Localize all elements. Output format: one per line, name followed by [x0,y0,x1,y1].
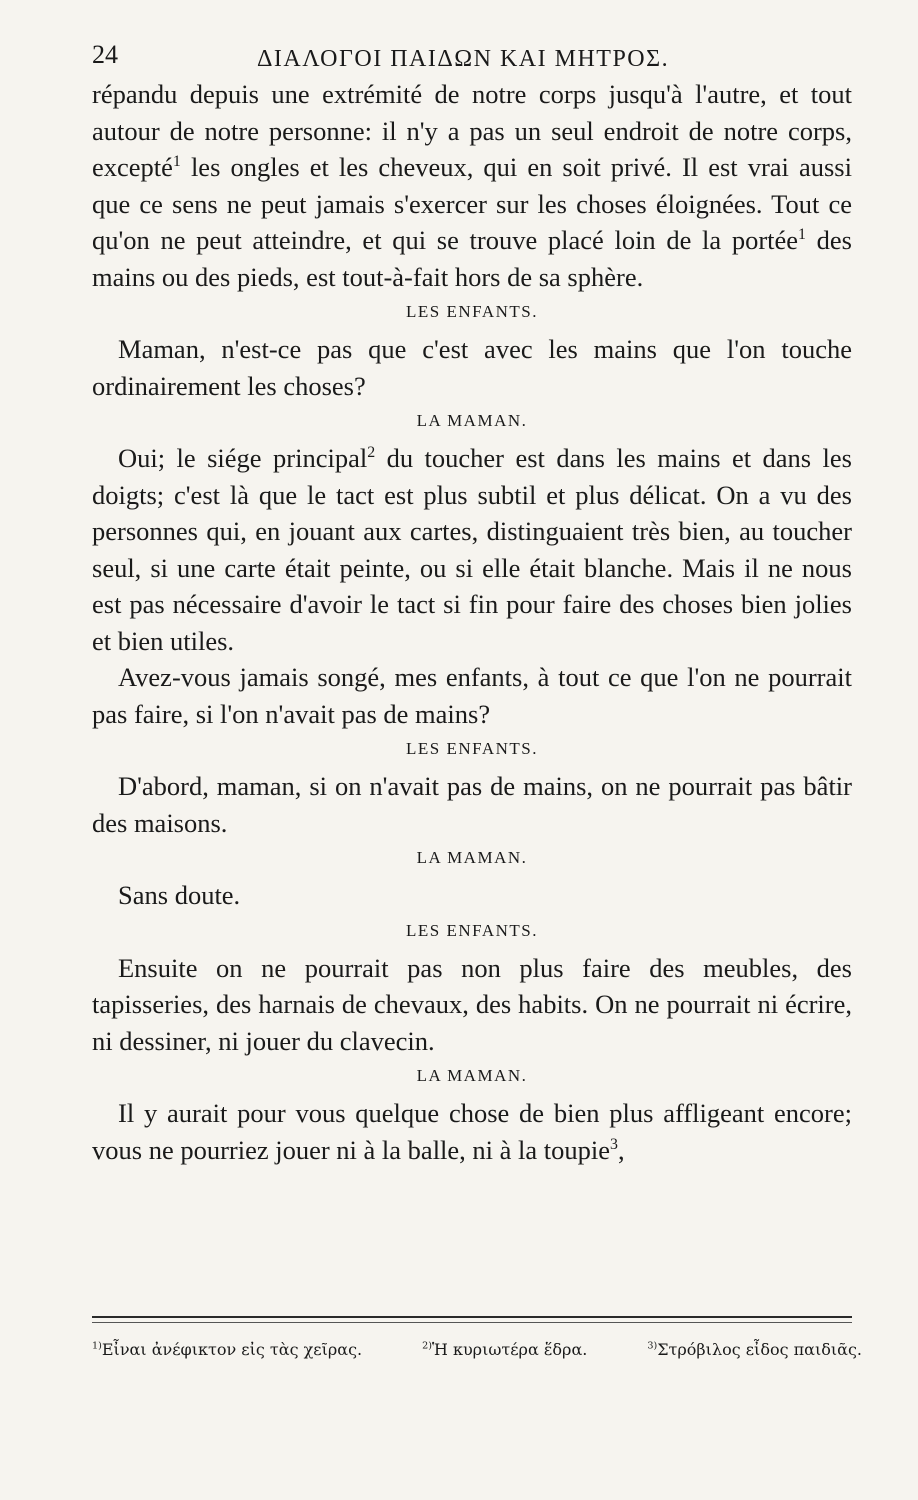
page-number: 24 [92,40,118,69]
footnote-ref: 1 [798,226,806,244]
running-title: ΔΙΑΛΟΓΟΙ ΠΑΙΔΩΝ ΚΑΙ ΜΗΤΡΟΣ. [257,46,670,72]
paragraph: D'abord, maman, si on n'avait pas de mains, on ne pourrait pas bâtir des maisons. [92,771,852,838]
speaker-label: LA MAMAN. [416,848,528,867]
footnote-divider-thin [92,1322,852,1323]
page-header [92,40,852,80]
footnote-3: $^{3)}$Στρόβιλος εἶδος παιδιᾶς. [647,1340,862,1359]
paragraph: répandu depuis une extrémité de notre corps jusqu'à l'autre, et tout autour de notre personne: il n'y a pas un seul endroit de notre corps, excepté$^1$ les ongles et les cheveux, qui en soit privé. Il est vrai aussi que ce sens ne peut jamais s'exercer sur les choses éloignées. Tout ce qu'on ne peut atteindre, et qui se trouve placé loin de la portée$^1$ des mains ou des pieds, est tout-à-fait hors de sa sphère. [92,79,852,292]
paragraph: Oui; le siége principal$^2$ du toucher est dans les mains et dans les doigts; c'est là que le tact est plus subtil et plus délicat. On a vu des personnes qui, en jouant aux cartes, distinguaient très bien, au toucher seul, si une carte était peinte, ou si elle était blanche. Mais il ne nous est pas nécessaire d'avoir le tact si fin pour faire des choses bien jolies et bien utiles. [92,443,852,656]
paragraph: Avez-vous jamais songé, mes enfants, à tout ce que l'on ne pourrait pas faire, si l'on n'avait pas de mains? [92,662,852,729]
speaker-label: LA MAMAN. [416,1066,528,1085]
footnote-2: $^{2)}$Ἡ κυριωτέρα ἕδρα. [422,1340,588,1359]
footnote-divider [92,1316,852,1318]
speaker-label: LES ENFANTS. [406,739,538,758]
speaker-label: LA MAMAN. [416,411,528,430]
paragraph: Maman, n'est-ce pas que c'est avec les mains que l'on touche ordinairement les choses? [92,334,852,401]
footnote-ref: 1 [172,153,181,171]
paragraph: Sans doute. [118,880,241,910]
speaker-label: LES ENFANTS. [406,302,538,321]
paragraph: Il y aurait pour vous quelque chose de bien plus affligeant encore; vous ne pourriez jouer ni à la balle, ni à la toupie$^3$, [92,1098,852,1165]
paragraph: Ensuite on ne pourrait pas non plus faire des meubles, des tapisseries, des harnais de chevaux, des habits. On ne pourrait ni écrire, ni dessiner, ni jouer du clavecin. [92,952,852,1056]
speaker-label: LES ENFANTS. [406,920,538,940]
footnote-ref: 3 [610,1135,618,1153]
footnotes [92,1340,862,1359]
body-text [92,76,852,1168]
footnote-1: $^{1)}$Εἶναι ἀνέφικτον εἰς τὰς χεῖρας. [92,1340,363,1359]
footnote-ref: 2 [367,444,376,462]
